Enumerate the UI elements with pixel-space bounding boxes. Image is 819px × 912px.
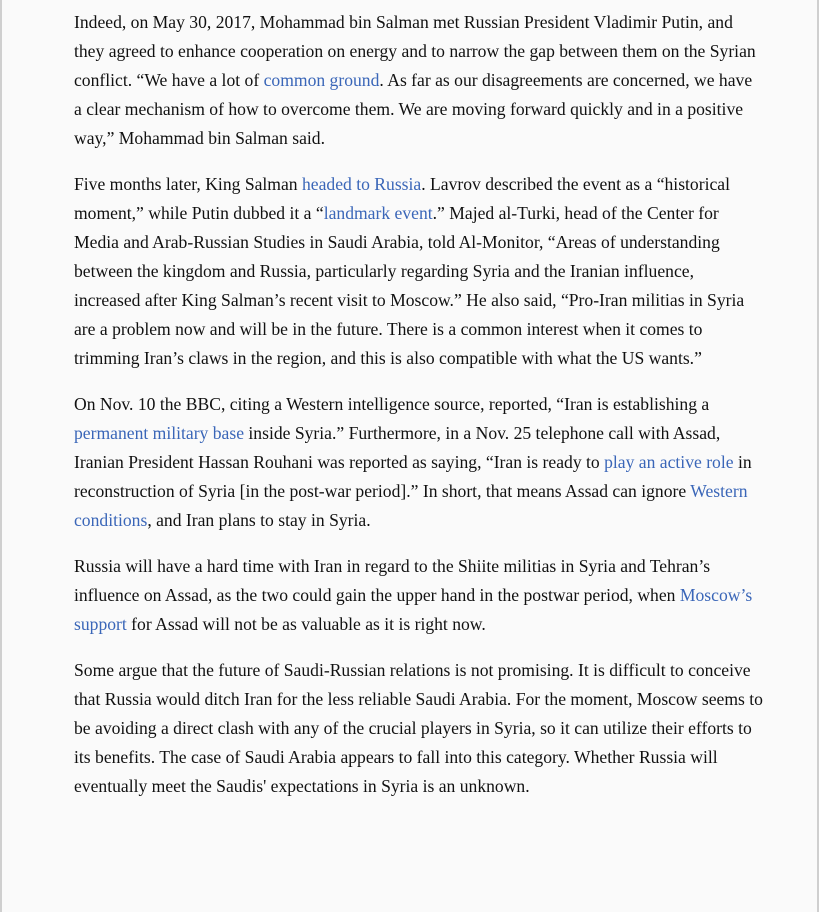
paragraph-text: Indeed, on May 30, 2017, Mohammad bin Salman met Russian President Vladimir Putin, and they agreed to enhance cooperation on energy and to narrow the gap between them on the Syrian conflict. “We have a lot of xyxy=(74,12,756,90)
paragraph-text: . Lavrov described the event as a “historical moment,” while Putin dubbed it a “ xyxy=(74,174,730,223)
link-western-conditions[interactable]: Western conditions xyxy=(74,481,748,530)
link-permanent-military-base[interactable]: permanent military base xyxy=(74,423,245,443)
paragraph-text: Some argue that the future of Saudi-Russian relations is not promising. It is difficult to conceive that Russia would ditch Iran for the less reliable Saudi Arabia. For the moment, Moscow seems to be avoiding a direct clash with any of the crucial players in Syria, so it can utilize their efforts to its benefits. The case of Saudi Arabia appears to fall into this category. Whether Russia will eventually meet the Saudis' expectations in Syria is an unknown. xyxy=(74,660,763,796)
article-body xyxy=(74,8,764,818)
link-moscows-support[interactable]: Moscow’s support xyxy=(74,585,753,634)
paragraph-text: in reconstruction of Syria [in the post-war period].” In short, that means Assad can ignore xyxy=(74,452,752,501)
paragraph-text: On Nov. 10 the BBC, citing a Western intelligence source, reported, “Iran is establishing a xyxy=(74,394,710,414)
paragraph-5 xyxy=(74,656,764,801)
paragraph-text: Five months later, King Salman xyxy=(74,174,302,194)
link-landmark-event[interactable]: landmark event xyxy=(323,203,433,223)
link-play-an-active-role[interactable]: play an active role xyxy=(604,452,734,472)
paragraph-4 xyxy=(74,552,764,639)
paragraph-text: inside Syria.” Furthermore, in a Nov. 25 telephone call with Assad, Iranian President Hassan Rouhani was reported as saying, “Iran is ready to xyxy=(74,423,721,472)
paragraph-1 xyxy=(74,8,764,153)
paragraph-2 xyxy=(74,170,764,373)
paragraph-3 xyxy=(74,390,764,535)
paragraph-text: . As far as our disagreements are concerned, we have a clear mechanism of how to overcome them. We are moving forward quickly and in a positive way,” Mohammad bin Salman said. xyxy=(74,70,753,148)
link-headed-to-russia[interactable]: headed to Russia xyxy=(302,174,422,194)
paragraph-text: , and Iran plans to stay in Syria. xyxy=(147,510,371,530)
paragraph-text: for Assad will not be as valuable as it is right now. xyxy=(126,614,486,634)
paragraph-text: .” Majed al-Turki, head of the Center for Media and Arab-Russian Studies in Saudi Arabia, told Al-Monitor, “Areas of understanding between the kingdom and Russia, particularly regarding Syria and the Iranian influence, increased after King Salman’s recent visit to Moscow.” He also said, “Pro-Iran militias in Syria are a problem now and will be in the future. There is a common interest when it comes to trimming Iran’s claws in the region, and this is also compatible with what the US wants.” xyxy=(74,203,745,368)
link-common-ground[interactable]: common ground xyxy=(263,70,380,90)
paragraph-text: Russia will have a hard time with Iran in regard to the Shiite militias in Syria and Tehran’s influence on Assad, as the two could gain the upper hand in the postwar period, when xyxy=(74,556,711,605)
